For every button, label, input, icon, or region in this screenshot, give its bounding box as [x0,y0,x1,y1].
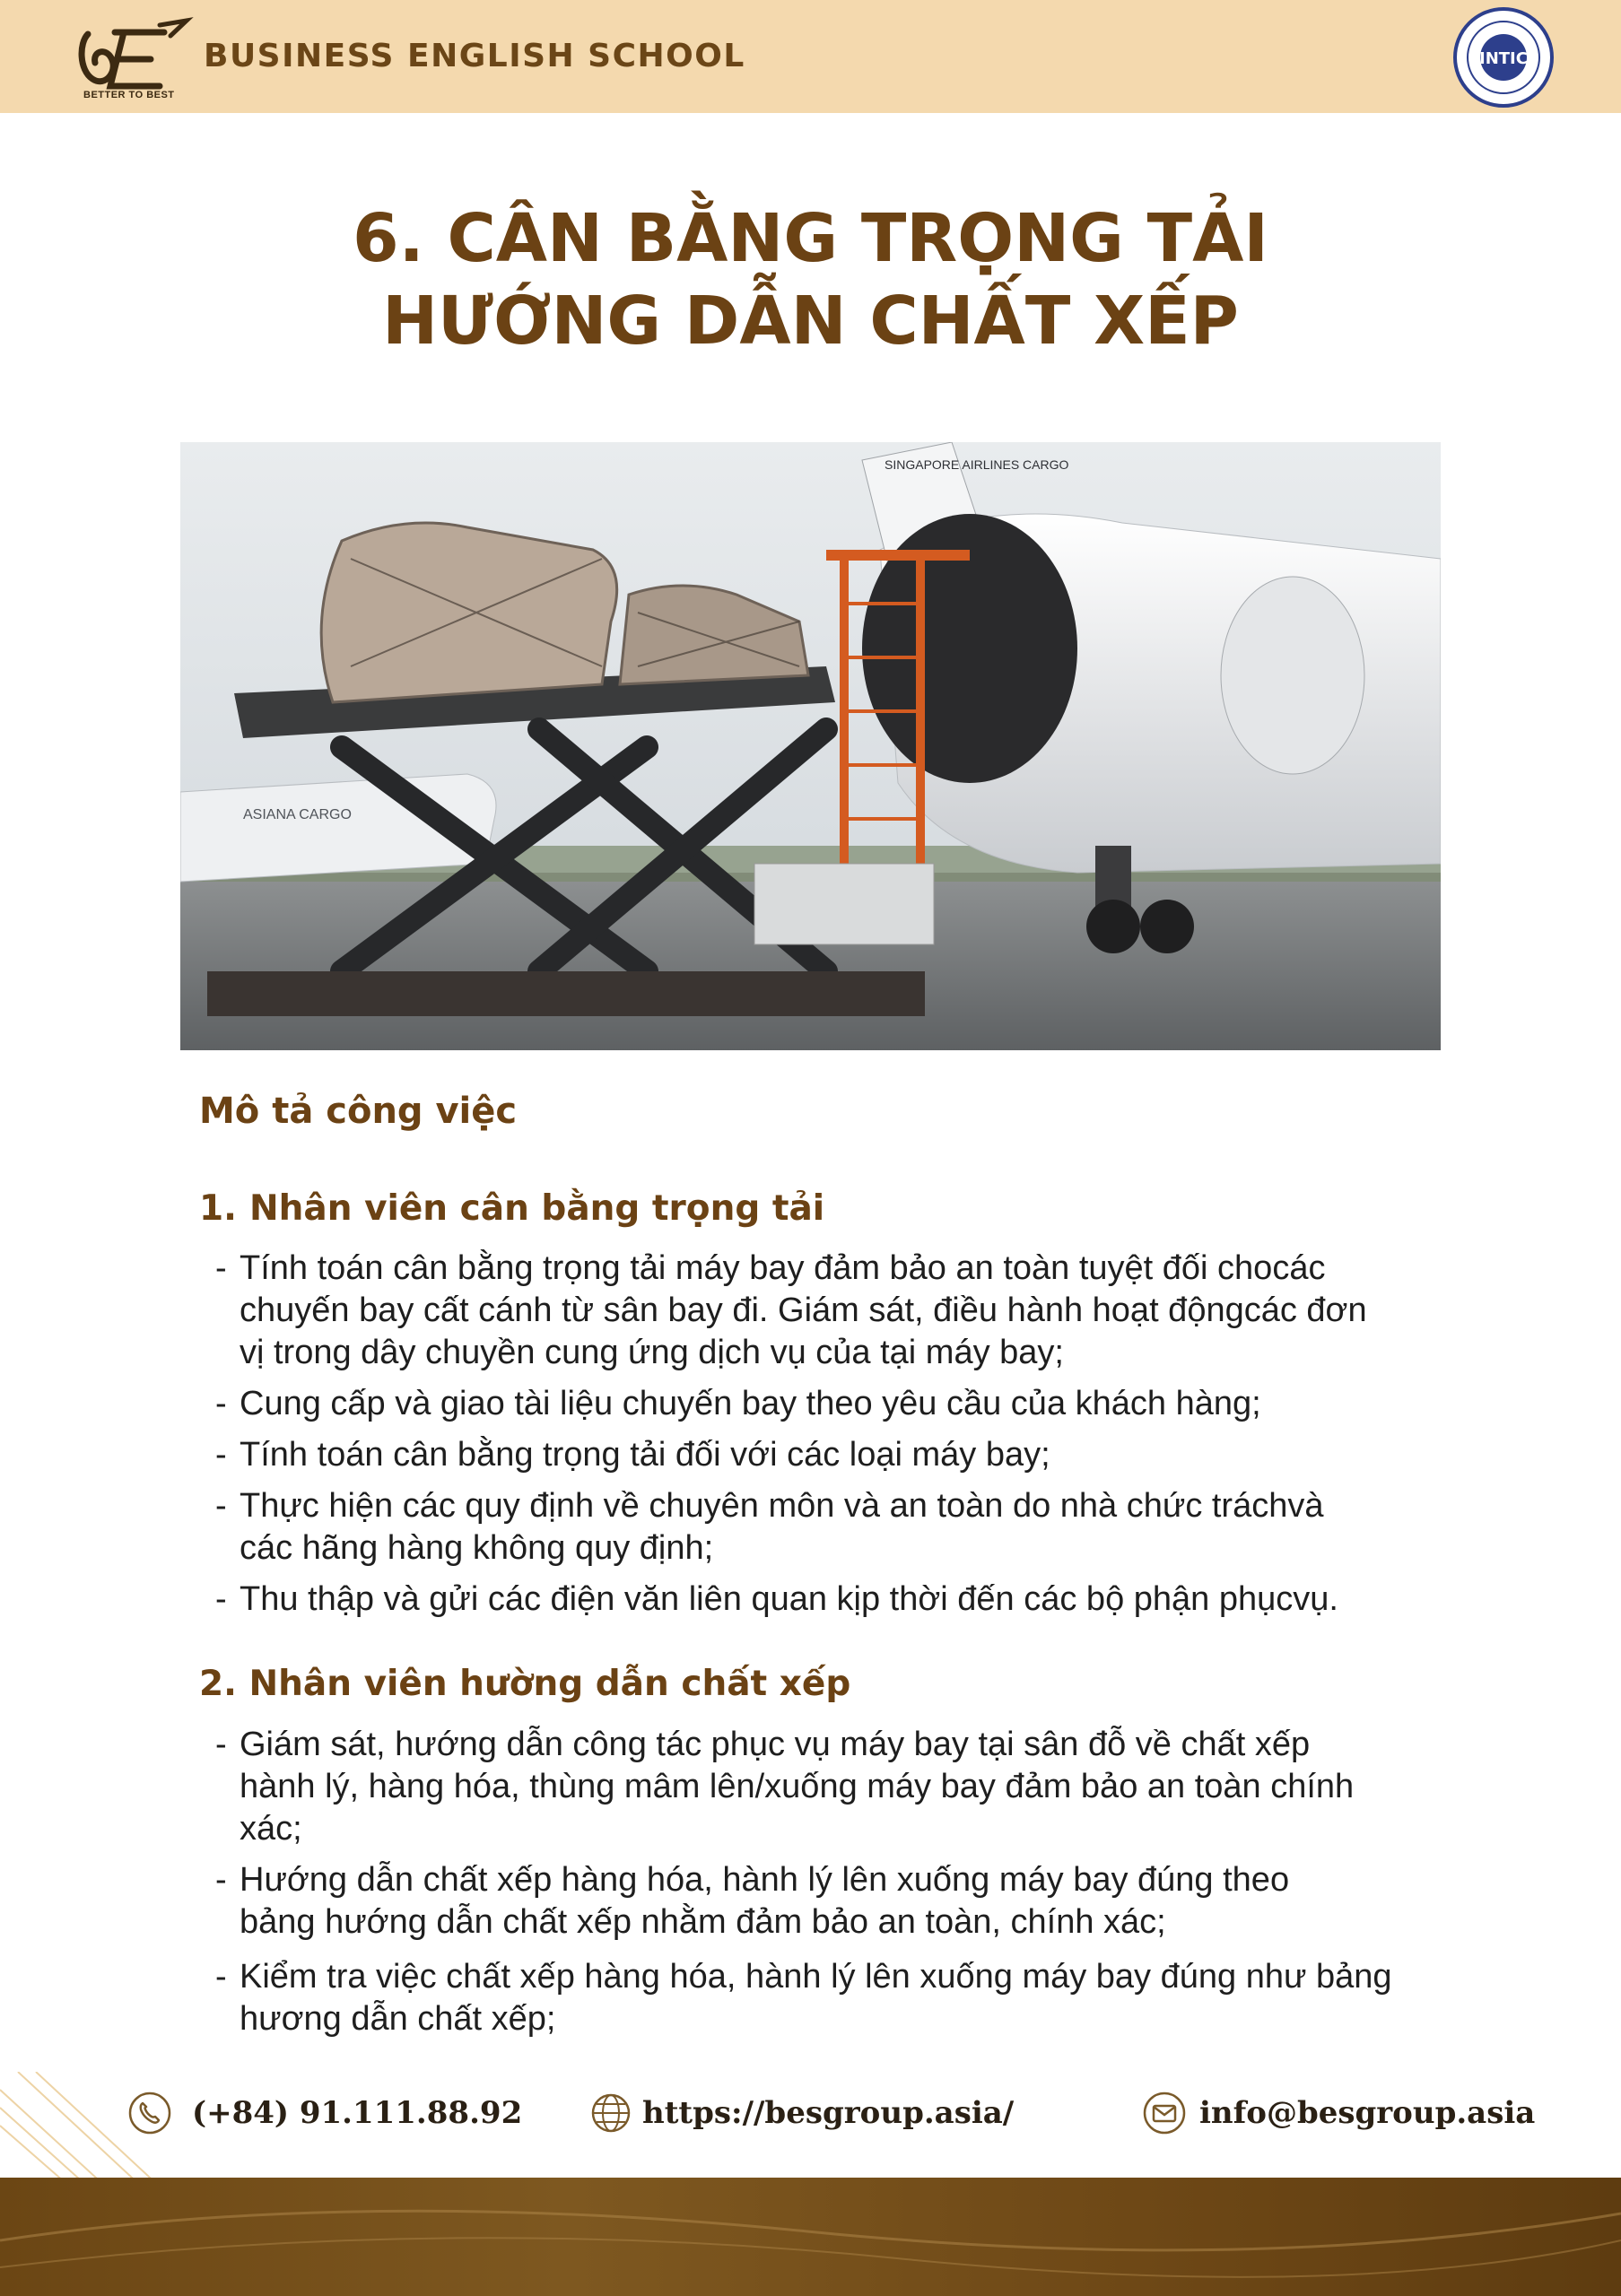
section-2-bullets [215,1724,1471,2049]
page-title [0,197,1621,362]
mail-icon [1142,2091,1187,2135]
asiana-text: ASIANA CARGO [243,807,352,822]
list-item: - Kiểm tra việc chất xếp hàng hóa, hành lý lên xuống máy bay đúng như bảng hương dẫn chất xếp; [215,1956,1471,2040]
list-item: - Giám sát, hướng dẫn công tác phục vụ máy bay tại sân đỗ về chất xếp hành lý, hàng hóa, thùng mâm lên/xuống máy bay đảm bảo an toàn chính xác; [215,1724,1471,1850]
logo-tagline: BETTER TO BEST [83,90,175,100]
globe-icon [588,2091,633,2135]
phone-icon [127,2091,172,2135]
list-item: - Tính toán cân bằng trọng tải máy bay đảm bảo an toàn tuyệt đối chocác chuyến bay cất cánh từ sân bay đi. Giám sát, điều hành hoạt độngcác đơn vị trong dây chuyền cung ứng dịch vụ của tại máy bay; [215,1248,1471,1374]
header-bar [0,0,1621,113]
phone-number: (+84) 91.111.88.92 [192,2095,523,2131]
footer-wave [0,2178,1621,2296]
cargo-loading-photo [180,442,1441,1050]
footer-website[interactable] [588,2086,1014,2140]
website-url: https://besgroup.asia/ [642,2095,1015,2131]
email-address: info@besgroup.asia [1199,2095,1536,2131]
footer-band [0,2178,1621,2296]
list-item: - Tính toán cân bằng trọng tải đối với các loại máy bay; [215,1434,1471,1476]
title-line-2: HƯỚNG DẪN CHẤT XẾP [382,283,1239,360]
section-1-title [199,1188,824,1229]
section-2-title [199,1664,850,1704]
list-item: - Cung cấp và giao tài liệu chuyến bay theo yêu cầu của khách hàng; [215,1383,1471,1425]
airline-text: SINGAPORE AIRLINES CARGO [885,457,1069,472]
intic-seal [1451,5,1556,109]
job-description-heading: Mô tả công việc [199,1091,518,1132]
seal-text: INTIC [1479,49,1528,68]
section-2-number: 2. [199,1664,237,1704]
list-item: - Hướng dẫn chất xếp hàng hóa, hành lý lên xuống máy bay đúng theo bảng hướng dẫn chất xếp nhằm đảm bảo an toàn, chính xác; [215,1859,1471,1944]
section-1-number: 1. [199,1188,237,1229]
footer-phone[interactable] [127,2086,522,2140]
section-1-title-text: Nhân viên cân bằng trọng tải [249,1188,825,1229]
list-item: - Thu thập và gửi các điện văn liên quan kịp thời đến các bộ phận phụcvụ. [215,1578,1471,1621]
title-line-1: 6. CÂN BẰNG TRỌNG TẢI [353,200,1268,277]
brand-name: BUSINESS ENGLISH SCHOOL [204,38,745,74]
section-2-title-text: Nhân viên hường dẫn chất xếp [248,1664,851,1704]
section-1-bullets [215,1248,1471,1630]
footer-email[interactable] [1142,2086,1535,2140]
list-item: - Thực hiện các quy định về chuyên môn và an toàn do nhà chức tráchvà các hãng hàng không quy định; [215,1485,1471,1570]
